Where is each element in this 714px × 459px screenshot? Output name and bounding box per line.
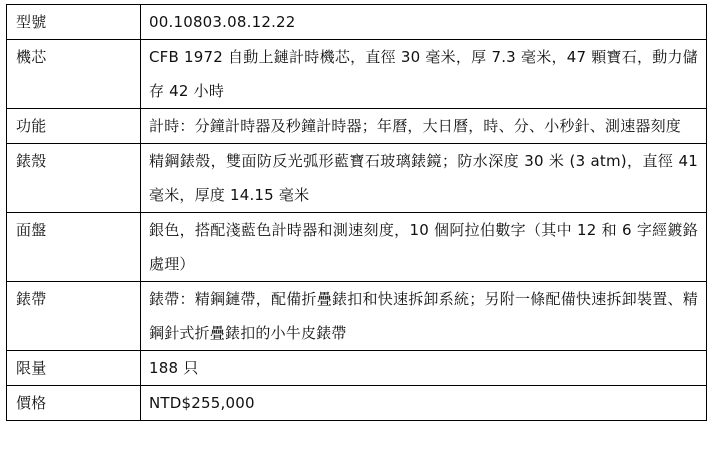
table-row <box>7 386 707 421</box>
table-row <box>7 213 707 282</box>
table-row <box>7 144 707 213</box>
row-label: 功能 <box>7 109 141 144</box>
row-label: 價格 <box>7 386 141 421</box>
row-value: NTD$255,000 <box>141 386 707 421</box>
row-value: CFB 1972 自動上鏈計時機芯，直徑 30 毫米，厚 7.3 毫米，47 顆寶石，動力儲存 42 小時 <box>141 40 707 109</box>
table-row <box>7 40 707 109</box>
row-label: 機芯 <box>7 40 141 109</box>
table-row <box>7 351 707 386</box>
row-label: 面盤 <box>7 213 141 282</box>
row-label: 錶帶 <box>7 282 141 351</box>
row-value: 錶帶：精鋼鏈帶，配備折疊錶扣和快速拆卸系統；另附一條配備快速拆卸裝置、精鋼針式折疊錶扣的小牛皮錶帶 <box>141 282 707 351</box>
row-value: 00.10803.08.12.22 <box>141 5 707 40</box>
row-label: 型號 <box>7 5 141 40</box>
row-value: 188 只 <box>141 351 707 386</box>
spec-table <box>6 4 707 421</box>
row-value: 銀色，搭配淺藍色計時器和測速刻度，10 個阿拉伯數字（其中 12 和 6 字經鍍鉻處理） <box>141 213 707 282</box>
row-value: 精鋼錶殼，雙面防反光弧形藍寶石玻璃錶鏡；防水深度 30 米 (3 atm)，直徑 41 毫米，厚度 14.15 毫米 <box>141 144 707 213</box>
table-row <box>7 5 707 40</box>
row-label: 錶殼 <box>7 144 141 213</box>
table-row <box>7 109 707 144</box>
row-label: 限量 <box>7 351 141 386</box>
table-row <box>7 282 707 351</box>
row-value: 計時：分鐘計時器及秒鐘計時器；年曆，大日曆，時、分、小秒針、測速器刻度 <box>141 109 707 144</box>
